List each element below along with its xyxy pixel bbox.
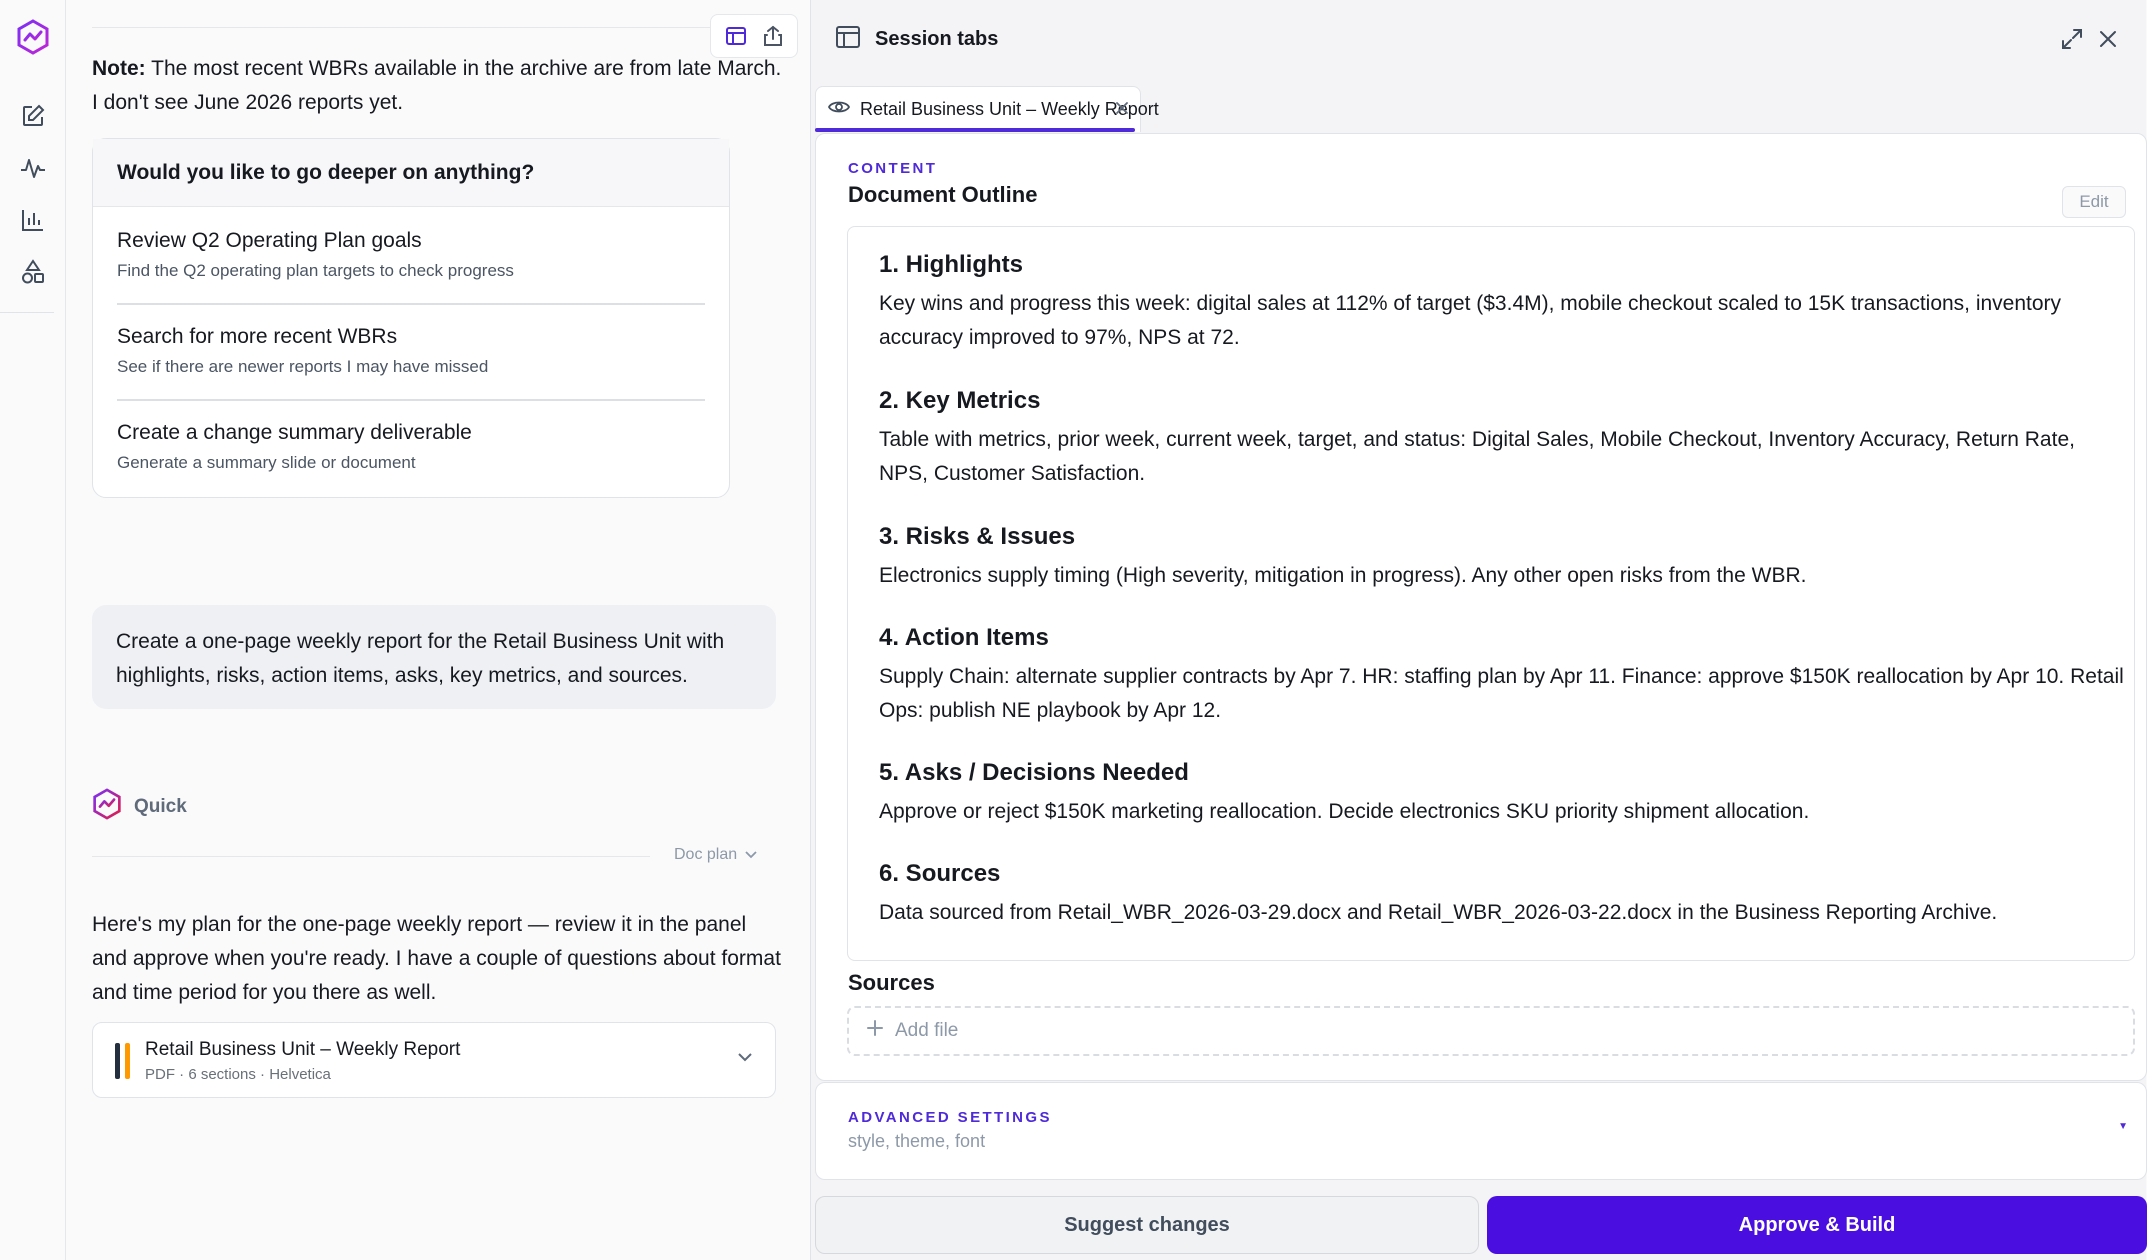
plus-icon <box>867 1020 883 1042</box>
content-card <box>815 133 2147 1081</box>
advanced-settings-toggle[interactable] <box>815 1082 2147 1180</box>
expand-icon[interactable] <box>2057 24 2087 54</box>
chart-icon[interactable] <box>7 197 59 243</box>
followup-item-subtitle: See if there are newer reports I may have missed <box>117 357 489 376</box>
chevron-down-icon[interactable] <box>737 1049 753 1067</box>
plan-divider <box>92 856 650 857</box>
panel-title: Session tabs <box>875 27 999 50</box>
user-message: Create a one-page weekly report for the Retail Business Unit with highlights, risks, action items, asks, key metrics, and sources. <box>92 605 776 709</box>
doc-card-meta: PDF · 6 sections · Helvetica <box>145 1066 331 1083</box>
left-rail <box>0 0 66 1260</box>
outline-body: Approve or reject $150K marketing reallocation. Decide electronics SKU priority shipment allocation. <box>879 800 1810 823</box>
doc-plan-label: Doc plan <box>674 846 738 863</box>
shapes-icon[interactable] <box>7 249 59 295</box>
outline-body: Table with metrics, prior week, current week, target, and status: Digital Sales, Mobile Checkout, Inventory Accuracy, Return Rate, NPS, Customer Satisfaction. <box>879 428 2075 485</box>
session-tabs-icon <box>835 25 861 54</box>
outline-heading: 6. Sources <box>879 860 1001 887</box>
note-text: The most recent WBRs available in the archive are from late March. I don't see June 2026 reports yet. <box>92 57 782 114</box>
doc-color-bar <box>115 1043 120 1079</box>
chat-divider <box>92 27 782 28</box>
assistant-header <box>92 788 187 825</box>
approve-build-button[interactable]: Approve & Build <box>1487 1196 2147 1254</box>
close-icon[interactable] <box>2093 24 2123 54</box>
followup-item-title: Search for more recent WBRs <box>117 325 398 348</box>
add-file-button[interactable] <box>847 1006 2135 1056</box>
assistant-avatar-icon <box>92 788 122 825</box>
edit-button[interactable]: Edit <box>2062 186 2126 218</box>
outline-body: Key wins and progress this week: digital sales at 112% of target ($3.4M), mobile checkout scaled to 15K transactions, inventory accuracy improved to 97%, NPS at 72. <box>879 292 2062 349</box>
doc-color-bar <box>125 1043 130 1079</box>
note-label: Note: <box>92 57 146 80</box>
outline-heading: 4. Action Items <box>879 624 1049 651</box>
tab-weekly-report[interactable] <box>815 86 1159 132</box>
outline-title: Document Outline <box>848 182 1038 207</box>
tab-label: Retail Business Unit – Weekly Report <box>860 99 1159 119</box>
share-icon[interactable] <box>756 19 790 53</box>
caret-down-icon: ▼ <box>2118 1121 2128 1132</box>
followup-item-title: Review Q2 Operating Plan goals <box>117 229 422 252</box>
followup-item-q2-goals[interactable] <box>117 207 705 303</box>
suggest-changes-button[interactable]: Suggest changes <box>815 1196 1479 1254</box>
followup-suggestions <box>92 138 730 498</box>
followup-item-recent-wbrs[interactable] <box>117 303 705 399</box>
outline-heading: 2. Key Metrics <box>879 387 1041 414</box>
advanced-settings-subtitle: style, theme, font <box>848 1131 986 1151</box>
followup-item-title: Create a change summary deliverable <box>117 421 472 444</box>
activity-icon[interactable] <box>7 145 59 191</box>
eye-icon <box>828 99 850 120</box>
followup-title: Would you like to go deeper on anything? <box>93 139 729 207</box>
outline-heading: 1. Highlights <box>879 251 1023 278</box>
outline-body: Supply Chain: alternate supplier contracts by Apr 7. HR: staffing plan by Apr 11. Finance: approve $150K reallocation by Apr 10. Retail Ops: publish NE playbook by Apr 12. <box>879 665 2124 722</box>
followup-item-subtitle: Generate a summary slide or document <box>117 453 416 472</box>
outline-heading: 3. Risks & Issues <box>879 523 1076 550</box>
assistant-name: Quick <box>134 795 187 817</box>
sources-title: Sources <box>848 970 935 995</box>
outline-heading: 5. Asks / Decisions Needed <box>879 759 1189 786</box>
outline-body: Electronics supply timing (High severity, mitigation in progress). Any other open risks from the WBR. <box>879 564 1807 587</box>
add-file-label: Add file <box>895 1020 959 1041</box>
panel-header <box>811 0 2147 78</box>
doc-color-bars-icon <box>115 1043 130 1079</box>
content-label: CONTENT <box>848 160 938 177</box>
advanced-settings-label: ADVANCED SETTINGS <box>848 1109 1052 1126</box>
app-logo-icon[interactable] <box>7 14 59 60</box>
new-chat-icon[interactable] <box>7 93 59 139</box>
session-panel <box>810 0 2146 1260</box>
rail-divider <box>0 312 54 313</box>
chevron-down-icon <box>745 846 757 864</box>
outline-body: Data sourced from Retail_WBR_2026-03-29.docx and Retail_WBR_2026-03-22.docx in the Business Reporting Archive. <box>879 901 1998 924</box>
doc-card-title: Retail Business Unit – Weekly Report <box>145 1039 461 1060</box>
doc-plan-card[interactable] <box>92 1022 776 1098</box>
tab-active-indicator <box>815 128 1135 132</box>
doc-plan-toggle[interactable] <box>674 846 757 864</box>
assistant-plan-message: Here's my plan for the one-page weekly report — review it in the panel and approve when you're ready. I have a couple of questions about format and time period for you there as well. <box>92 913 781 1004</box>
chat-pane[interactable] <box>66 0 810 1260</box>
session-tabs-toggle-icon[interactable] <box>719 19 753 53</box>
document-outline[interactable] <box>847 226 2135 961</box>
assistant-note <box>92 52 782 120</box>
tab-close-icon[interactable] <box>1116 98 1128 119</box>
followup-item-subtitle: Find the Q2 operating plan targets to check progress <box>117 261 514 280</box>
followup-item-change-summary[interactable] <box>117 399 705 495</box>
